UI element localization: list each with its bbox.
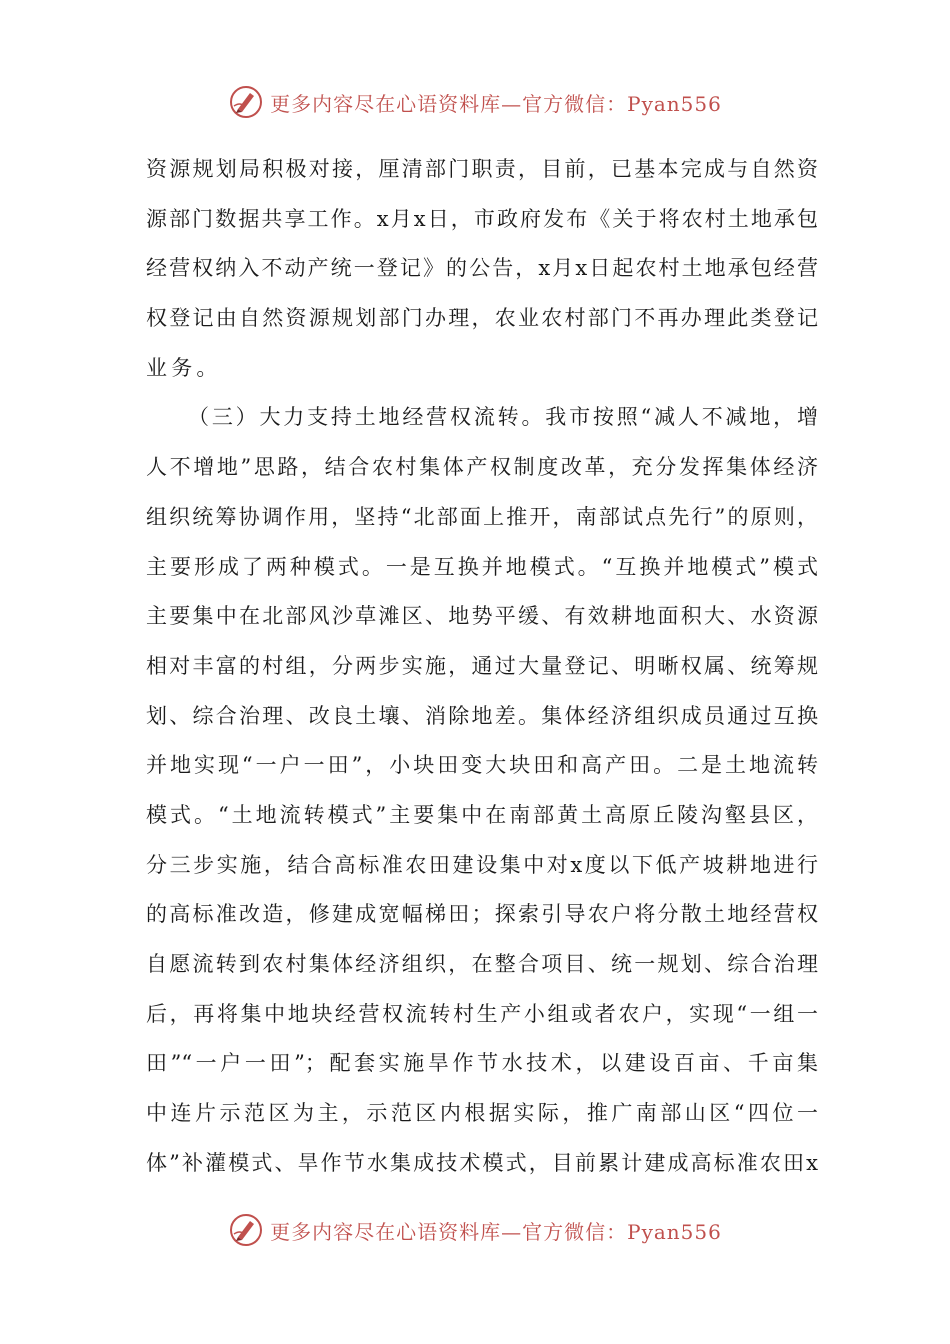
pen-logo-icon [228,1212,264,1248]
body-line: 经营权纳入不动产统一登记》的公告，x月x日起农村土地承包经营 [146,256,818,281]
body-line: 中连片示范区为主，示范区内根据实际，推广南部山区“四位一 [146,1101,818,1126]
header-banner [0,82,950,122]
body-line: 划、综合治理、改良土壤、消除地差。集体经济组织成员通过互换 [146,703,818,728]
pen-logo-icon [228,84,264,120]
body-line: 人不增地”思路，结合农村集体产权制度改革，充分发挥集体经济 [146,455,818,480]
body-line: 分三步实施，结合高标准农田建设集中对x度以下低产坡耕地进行 [146,852,818,877]
footer-banner-text: 更多内容尽在心语资料库—官方微信：Pyan556 [270,1219,722,1244]
document-body [146,145,818,1188]
section-heading-line: （三）大力支持土地经营权流转。我市按照“减人不减地，增 [188,405,818,430]
body-line: 主要集中在北部风沙草滩区、地势平缓、有效耕地面积大、水资源 [146,604,818,629]
body-line: 并地实现“一户一田”，小块田变大块田和高产田。二是土地流转 [146,753,818,778]
body-line: 相对丰富的村组，分两步实施，通过大量登记、明晰权属、统筹规 [146,653,818,678]
body-line: 权登记由自然资源规划部门办理，农业农村部门不再办理此类登记 [146,306,818,331]
body-line: 模式。“土地流转模式”主要集中在南部黄土高原丘陵沟壑县区， [146,802,818,827]
body-line: 组织统筹协调作用，坚持“北部面上推开，南部试点先行”的原则， [146,504,818,529]
body-line: 业务。 [146,355,222,380]
body-line: 资源规划局积极对接，厘清部门职责，目前，已基本完成与自然资 [146,157,818,181]
body-line: 自愿流转到农村集体经济组织，在整合项目、统一规划、综合治理 [146,952,818,976]
body-line: 后，再将集中地块经营权流转村生产小组或者农户，实现“一组一 [146,1001,818,1026]
body-line: 体”补灌模式、旱作节水集成技术模式，目前累计建成高标准农田x [146,1150,818,1175]
body-line: 源部门数据共享工作。x月x日，市政府发布《关于将农村土地承包 [146,206,818,231]
footer-banner [0,1210,950,1250]
body-line: 田”“一户一田”；配套实施旱作节水技术，以建设百亩、千亩集 [146,1051,818,1076]
body-line: 的高标准改造，修建成宽幅梯田；探索引导农户将分散土地经营权 [146,902,818,927]
body-line: 主要形成了两种模式。一是互换并地模式。“互换并地模式”模式 [146,554,818,579]
header-banner-text: 更多内容尽在心语资料库—官方微信：Pyan556 [270,91,722,116]
